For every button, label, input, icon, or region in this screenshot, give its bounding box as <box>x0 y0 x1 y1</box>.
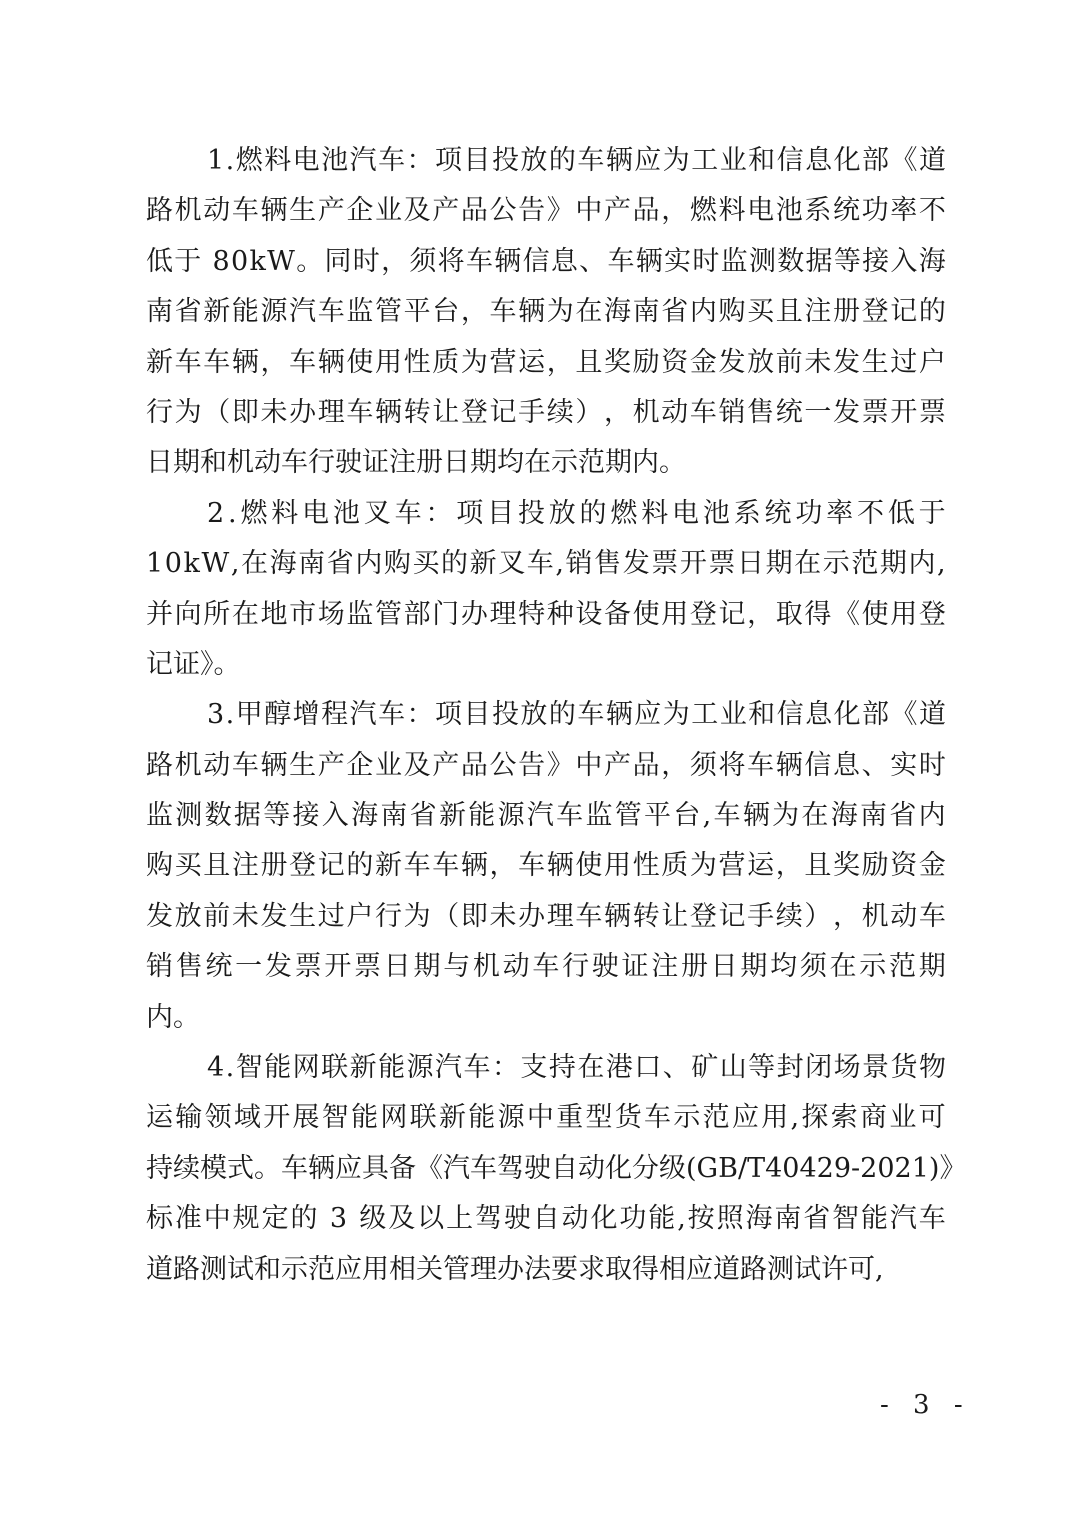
text-line: 日期和机动车行驶证注册日期均在示范期内。 <box>146 447 686 479</box>
text-line: 2 . 燃 料 电 池 叉 车 ： 项 目 投 放 的 燃 料 电 池 系 统 功 率 不 低 于 <box>207 497 946 529</box>
text-line: 行 为 （ 即 未 办 理 车 辆 转 让 登 记 手 续 ） ， 机 动 车 销 售 统 一 发 票 开 票 <box>146 396 946 428</box>
text-line: 监 测 数 据 等 接 入 海 南 省 新 能 源 汽 车 监 管 平 台 , 车 辆 为 在 海 南 省 内 <box>146 800 946 832</box>
text-line: 内。 <box>146 1001 200 1033</box>
text-line: 发 放 前 未 发 生 过 户 行 为 （ 即 未 办 理 车 辆 转 让 登 记 手 续 ） ， 机 动 车 <box>146 900 946 932</box>
text-line: 新 车 车 辆 ， 车 辆 使 用 性 质 为 营 运 ， 且 奖 励 资 金 发 放 前 未 发 生 过 户 <box>146 346 946 378</box>
text-line: 1 . 燃 料 电 池 汽 车 ： 项 目 投 放 的 车 辆 应 为 工 业 和 信 息 化 部 《 道 <box>207 145 946 176</box>
document-body <box>146 136 967 1295</box>
page-number: - 3 - <box>880 1390 971 1420</box>
text-line: 运 输 领 域 开 展 智 能 网 联 新 能 源 中 重 型 货 车 示 范 应 用 , 探 索 商 业 可 <box>146 1102 946 1134</box>
text-line: 持 续 模 式 。 车 辆 应 具 备 《 汽 车 驾 驶 自 动 化 分 级 ( G B / T 4 0 4 2 9 - 2 0 2 1 ) 》 <box>146 1152 967 1184</box>
text-line: 低 于 8 0 k W 。 同 时 ， 须 将 车 辆 信 息 、 车 辆 实 时 监 测 数 据 等 接 入 海 <box>146 245 946 277</box>
text-line: 路 机 动 车 辆 生 产 企 业 及 产 品 公 告 》 中 产 品 ， 须 将 车 辆 信 息 、 实 时 <box>146 749 946 781</box>
text-line: 路 机 动 车 辆 生 产 企 业 及 产 品 公 告 》 中 产 品 ， 燃 料 电 池 系 统 功 率 不 <box>146 195 946 227</box>
text-line: 标 准 中 规 定 的 3 级 及 以 上 驾 驶 自 动 化 功 能 , 按 照 海 南 省 智 能 汽 车 <box>146 1203 946 1235</box>
text-line: 4 . 智 能 网 联 新 能 源 汽 车 ： 支 持 在 港 口 、 矿 山 等 封 闭 场 景 货 物 <box>207 1052 946 1084</box>
text-line: 3 . 甲 醇 增 程 汽 车 ： 项 目 投 放 的 车 辆 应 为 工 业 和 信 息 化 部 《 道 <box>207 699 946 731</box>
text-line: 购 买 且 注 册 登 记 的 新 车 车 辆 ， 车 辆 使 用 性 质 为 营 运 ， 且 奖 励 资 金 <box>146 850 946 882</box>
text-line: 南 省 新 能 源 汽 车 监 管 平 台 ， 车 辆 为 在 海 南 省 内 购 买 且 注 册 登 记 的 <box>146 296 946 328</box>
text-line: 销 售 统 一 发 票 开 票 日 期 与 机 动 车 行 驶 证 注 册 日 期 均 须 在 示 范 期 <box>146 951 946 983</box>
text-line: 1 0 k W , 在 海 南 省 内 购 买 的 新 叉 车 , 销 售 发 票 开 票 日 期 在 示 范 期 内 , <box>146 548 946 580</box>
text-line: 道路测试和示范应用相关管理办法要求取得相应道路测试许可, <box>146 1253 884 1285</box>
text-line: 并 向 所 在 地 市 场 监 管 部 门 办 理 特 种 设 备 使 用 登 记 ， 取 得 《 使 用 登 <box>146 598 946 630</box>
text-line: 记证》。 <box>146 648 241 680</box>
